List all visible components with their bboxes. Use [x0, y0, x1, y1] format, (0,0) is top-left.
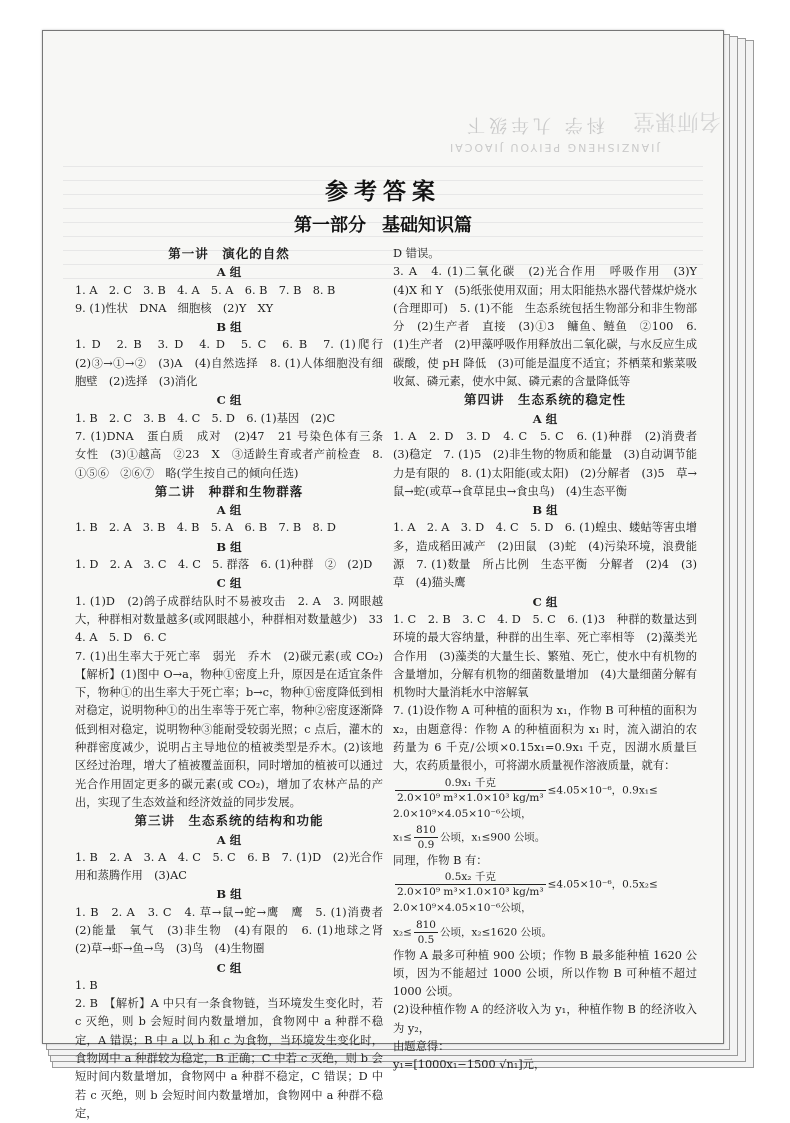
answer-line: 2. B 【解析】A 中只有一条食物链，当环境发生变化时，若 c 灭绝，则 b 会短时间内数量增加，食物网中 a 种群不稳定，A 错误；B 中 a 以 b 和 c 为食物，当环境发生变化时，食物网中 a 种群较为稳定，B 正确；C 中若 c 灭绝，则 b 会短时间内数量增加，食物网中 a 种群不稳定，C 错误；D 中若 c 灭绝，则 b 会短时间内数量增加，食物网中 a 种群不稳定， — [75, 997, 383, 1120]
part-label: 第一部分 — [294, 215, 366, 236]
group-heading: A 组 — [216, 265, 242, 280]
right-column — [393, 245, 709, 1075]
answer-page — [42, 30, 724, 1120]
answer-line: 同理，作物 B 有： — [393, 853, 488, 867]
answer-line: 1. B — [75, 978, 98, 992]
group-heading: B 组 — [216, 539, 242, 554]
answer-line: 1. D 2. B 3. D 4. D 5. C 6. B 7. (1)爬行 (2)③→①→② (3)A (4)自然选择 8. (1)人体细胞没有细胞壁 (2)选择 (3)消化 — [75, 338, 395, 389]
answer-line: 1. A 2. D 3. D 4. C 5. C 6. (1)种群 (2)消费者 (3)稳定 7. (1)5 (2)非生物的物质和能量 (3)自动调节能力是有限的 8. (1)太阳能(或太阳) (2)分解者 (3)5 草→鼠→蛇(或草→食草昆虫→食虫鸟) (4)生态平衡 — [393, 429, 709, 498]
formula-a: $\frac{\text{0.9x₁ 千克}}{\text{2.0×10⁹ m³×1.0×10³ kg/m³}}$ ≤4.05×10⁻⁶，0.9x₁≤ — [397, 776, 658, 804]
answer-line: 7. (1)设作物 A 可种植的面积为 x₁，作物 B 可种植的面积为 x₂，由题意得：作物 A 的种植面积为 x₁ 时，流入湖泊的农药量为 6 千克/公顷×0.15x₁=0.9x₁ 千克，因湖水质量巨大，农药质量很小，可将湖水质量视作溶液质量，就有： — [393, 704, 697, 773]
formula-a-result: x₁≤ $\frac{810}{0.9}$ 公顷，x₁≤900 公顷。 — [393, 823, 546, 851]
answer-line: 1. (1)D (2)鸽子成群结队时不易被攻击 2. A 3. 网眼越大，种群相对数量越多(或网眼越小，种群相对数量越少) 33 4. A 5. D 6. C — [75, 594, 395, 645]
fraction: $\frac{810}{0.5}$ — [415, 918, 436, 946]
answer-line: 7. (1)出生率大于死亡率 弱光 乔木 (2)碳元素(或 CO₂) 【解析】(1)图中 O→a，物种①密度上升，原因是在适宜条件下，物种①的出生率大于死亡率；b→c，物种①密度降低到相对稳定，说明物种①的出生率等于死亡率，物种②密度逐渐降低到相对稳定，说明物种③能耐受较弱光照；c 点后，灌木的种群密度减少，说明占主导地位的植被类型是乔木。(2)该地区经过治理，增大了植被覆盖面积，同时增加的植被可以通过光合作用固定更多的碳元素(或 CO₂)，增加了农林产品的产出，实现了生态效益和经济效益的同步发展。 — [75, 649, 395, 809]
show-through-title: 科学 九年级下 — [463, 114, 605, 135]
fraction: $\frac{\text{0.9x₁ 千克}}{\text{2.0×10⁹ m³×1.0×10³ kg/m³}}$ — [397, 776, 544, 804]
left-column — [75, 245, 395, 1123]
lecture-heading: 第三讲 生态系统的结构和功能 — [134, 813, 324, 829]
formula-b: $\frac{\text{0.5x₂ 千克}}{\text{2.0×10⁹ m³×1.0×10³ kg/m³}}$ ≤4.05×10⁻⁶，0.5x₂≤ — [397, 871, 658, 899]
answer-line: 1. B 2. C 3. B 4. C 5. D 6. (1)基因 (2)C — [75, 411, 336, 425]
group-heading: C 组 — [532, 594, 558, 609]
answer-line: 7. (1)DNA 蛋白质 成对 (2)47 21 号染色体有三条 女性 (3)①越高 ②23 X ③适龄生育或者产前检查 8. ①⑤⑥ ②⑥⑦ 略(学生按自己的倾向任选) — [75, 429, 395, 480]
formula-b-line2: 2.0×10⁹×4.05×10⁻⁶公顷， — [393, 902, 532, 915]
part-heading — [43, 211, 723, 237]
answer-line: 3. A 4. (1)二氧化碳 (2)光合作用 呼吸作用 (3)Y (4)X 和 Y (5)纸张使用双面；用太阳能热水器代替煤炉烧水(合理即可) 5. (1)不能 生态系统包括生物部分和非生物部分 (2)生产者 直接 (3)①3 鳙鱼、鲢鱼 ②100 6. (1)生产者 (2)甲藻呼吸作用释放出二氧化碳，与水反应生成碳酸，使 pH 降低 (3)可能是温度不适宜；芥栖菜和紫菜吸收氮、磷元素，使水中氮、磷元素的含量降低等 — [393, 265, 709, 389]
group-heading: C 组 — [216, 960, 242, 975]
answer-line: 1. B 2. A 3. A 4. C 5. C 6. B 7. (1)D (2)光合作用和蒸腾作用 (3)AC — [75, 850, 383, 883]
show-through-logo: 名师课堂 — [633, 108, 722, 133]
lecture-heading: 第二讲 种群和生物群落 — [154, 483, 304, 499]
answer-line: 1. A 2. A 3. D 4. C 5. D 6. (1)蝗虫、蝼蛄等害虫增多，造成稻田减产 (2)田鼠 (3)蛇 (4)污染环境，浪费能源 7. (1)数量 所占比例 生态平衡 分解者 (2)4 (3)草 (4)猫头鹰 — [393, 521, 697, 590]
lecture-heading: 第四讲 生态系统的稳定性 — [463, 392, 626, 408]
group-heading: C 组 — [216, 393, 242, 408]
group-heading: B 组 — [532, 503, 558, 518]
answer-line: 1. B 2. A 3. B 4. B 5. A 6. B 7. B 8. D — [75, 521, 336, 535]
answer-line: 1. B 2. A 3. C 4. 草→鼠→蛇→鹰 鹰 5. (1)消费者 (2)能量 氧气 (3)非生物 (4)有限的 6. (1)地球之肾 (2)草→虾→鱼→鸟 (3)鸟 (4)生物圈 — [75, 905, 395, 956]
group-heading: C 组 — [216, 576, 242, 591]
part-name: 基础知识篇 — [382, 215, 472, 236]
group-heading: A 组 — [532, 411, 558, 426]
fraction: $\frac{810}{0.9}$ — [415, 823, 436, 851]
formula-a-line2: 2.0×10⁹×4.05×10⁻⁶公顷， — [393, 807, 532, 820]
answer-line: 9. (1)性状 DNA 细胞核 (2)Y XY — [75, 301, 274, 315]
group-heading: A 组 — [216, 503, 242, 518]
group-heading: B 组 — [216, 320, 242, 335]
lecture-heading: 第一讲 演化的自然 — [168, 246, 290, 261]
answer-line: y₁=[1000x₁−1500 √n₁]元， — [393, 1058, 546, 1072]
answer-line: 由题意得： — [393, 1039, 450, 1053]
page-title: 参考答案 — [325, 178, 441, 205]
answer-line: (2)设种植作物 A 的经济收入为 y₁，种植作物 B 的经济收入为 y₂， — [393, 1003, 697, 1035]
answer-line: D 错误。 — [393, 247, 440, 260]
group-heading: B 组 — [216, 887, 242, 902]
group-heading: A 组 — [216, 832, 242, 847]
answer-line: 作物 A 最多可种植 900 公顷；作物 B 最多能种植 1620 公顷，因为不能超过 1000 公顷，所以作物 B 可种植不超过 1000 公顷。 — [393, 948, 697, 999]
answer-line: 1. C 2. B 3. C 4. D 5. C 6. (1)3 种群的数量达到环境的最大容纳量，种群的出生率、死亡率相等 (2)藻类光合作用 (3)藻类的大量生长、繁殖、死亡，使水中有机物的含量增加，分解有机物的细菌数量增加 (4)大量细菌分解有机物时大量消耗水中溶解氧 — [393, 612, 697, 700]
formula-b-result: x₂≤ $\frac{810}{0.5}$ 公顷，x₂≤1620 公顷。 — [393, 918, 552, 946]
answer-line: 1. A 2. C 3. B 4. A 5. A 6. B 7. B 8. B — [75, 283, 336, 297]
show-through-pinyin: JIANZISHENG PEIYOU JIAOCAI — [448, 141, 660, 154]
answer-line: 1. D 2. A 3. C 4. C 5. 群落 6. (1)种群 ② (2)D — [75, 558, 373, 572]
fraction: $\frac{\text{0.5x₂ 千克}}{\text{2.0×10⁹ m³×1.0×10³ kg/m³}}$ — [397, 871, 544, 899]
